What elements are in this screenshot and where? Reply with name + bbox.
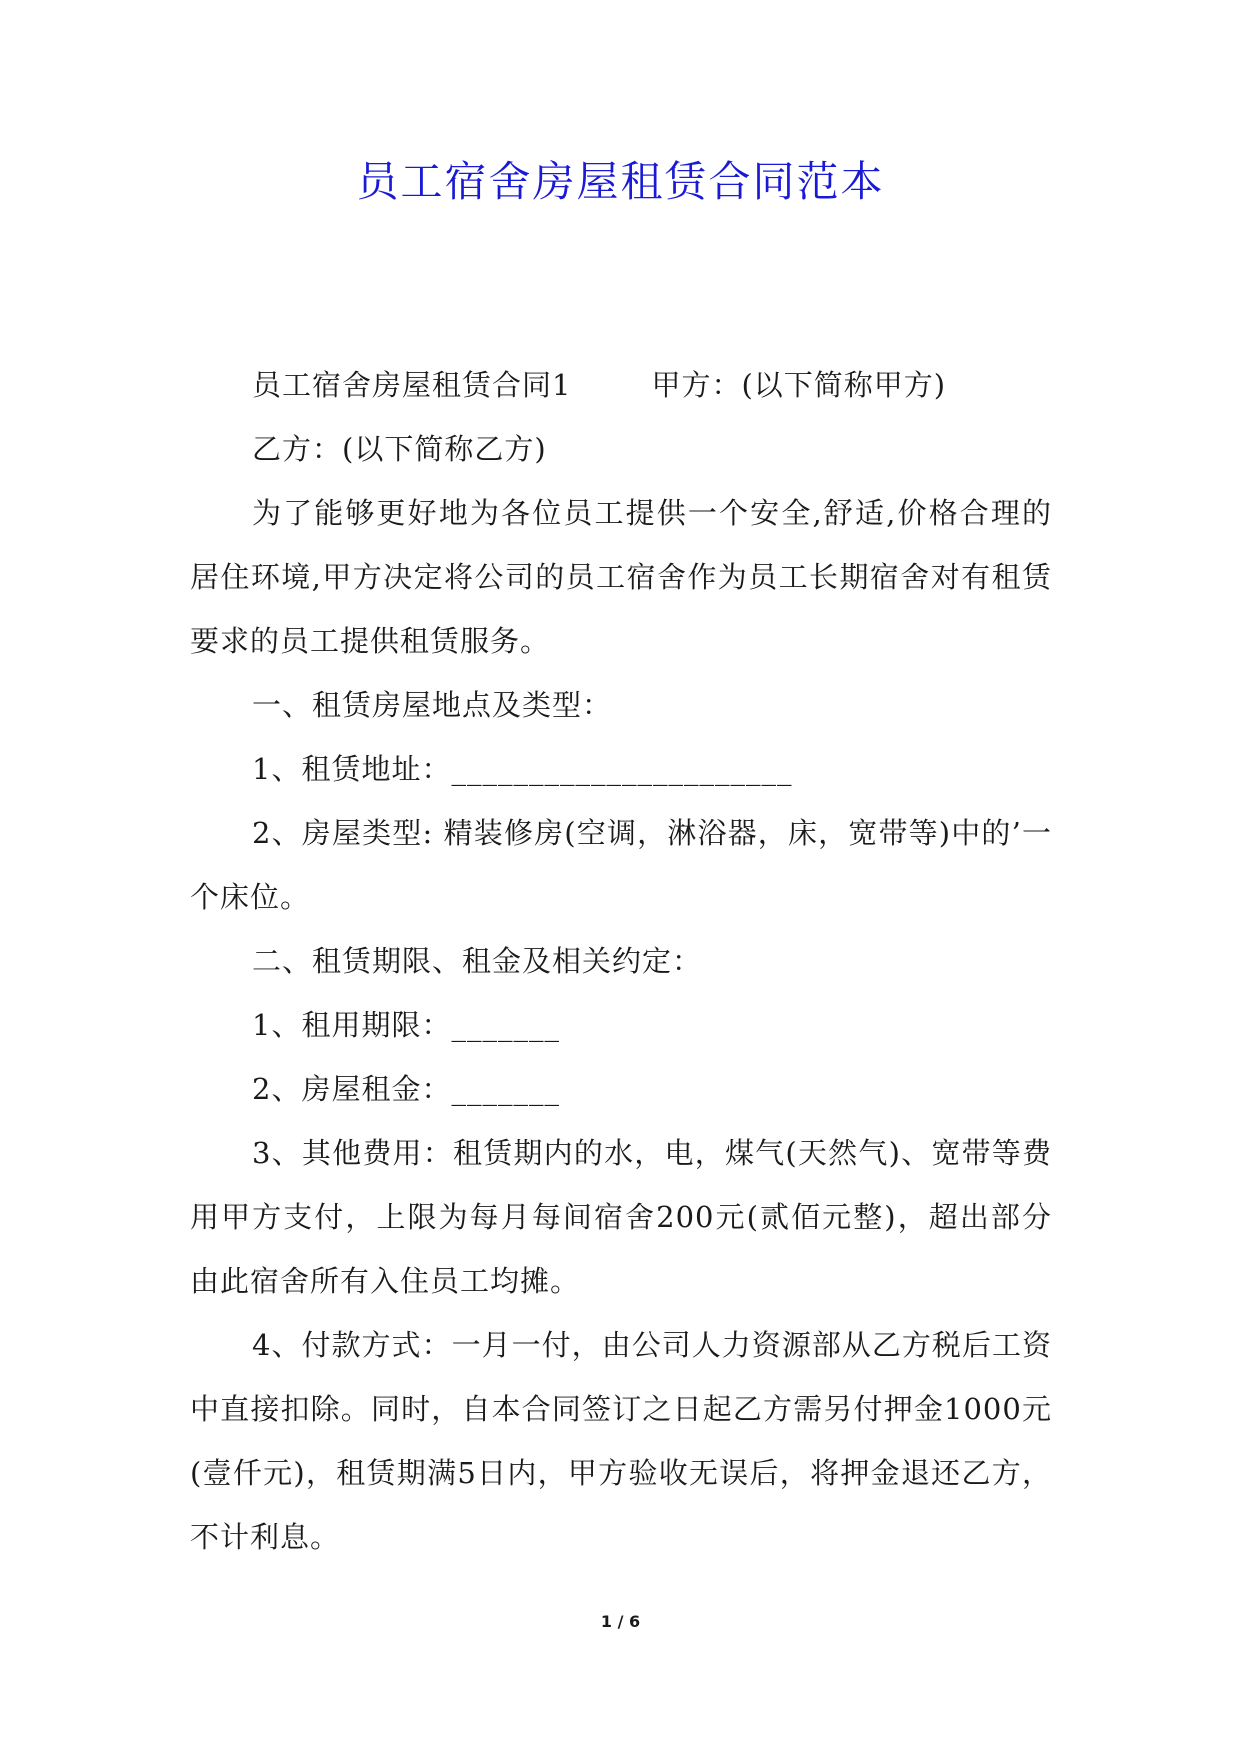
paragraph-term: 1、租用期限：_______ — [252, 1008, 560, 1042]
paragraph-other-fees: 3、其他费用：租赁期内的水，电，煤气(天然气)、宽带等费用甲方支付，上限为每月每间宿舍200元(贰佰元整)，超出部分由此宿舍所有入住员工均摊。 — [190, 1136, 1052, 1298]
contract-heading: 员工宿舍房屋租赁合同1 — [252, 368, 572, 402]
paragraph-house-type: 2、房屋类型: 精装修房(空调，淋浴器，床，宽带等)中的’一个床位。 — [190, 816, 1052, 914]
paragraph-address: 1、租赁地址：______________________ — [252, 752, 793, 786]
paragraph-rent: 2、房屋租金：_______ — [252, 1072, 560, 1106]
document-title: 员工宿舍房屋租赁合同范本 — [356, 157, 885, 206]
paragraph-purpose: 为了能够更好地为各位员工提供一个安全,舒适,价格合理的居住环境,甲方决定将公司的员工宿舍作为员工长期宿舍对有租赁要求的员工提供租赁服务。 — [190, 496, 1052, 658]
paragraph-party-b: 乙方：(以下简称乙方) — [252, 432, 547, 466]
paragraph-contract-parties — [190, 353, 1052, 417]
document-body — [190, 353, 1052, 1569]
page-number: 1 / 6 — [600, 1612, 641, 1631]
party-a-label: 甲方：(以下简称甲方) — [651, 368, 947, 402]
paragraph-payment: 4、付款方式：一月一付，由公司人力资源部从乙方税后工资中直接扣除。同时，自本合同签订之日起乙方需另付押金1000元(壹仟元)，租赁期满5日内，甲方验收无误后，将押金退还乙方，不计利息。 — [190, 1328, 1052, 1554]
section-heading-term: 二、租赁期限、租金及相关约定： — [252, 944, 703, 978]
section-heading-location: 一、租赁房屋地点及类型： — [252, 688, 613, 722]
